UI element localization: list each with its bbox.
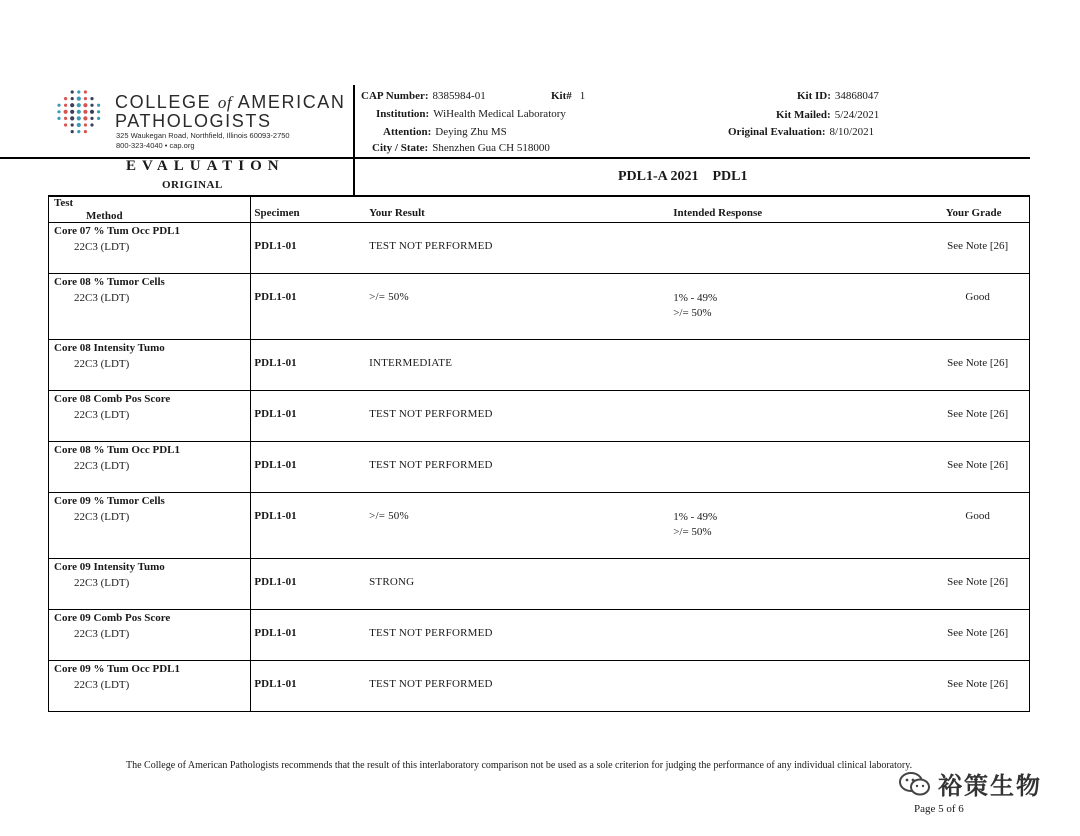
evaluation-subtitle: ORIGINAL — [162, 179, 223, 191]
cell-result — [367, 442, 669, 493]
result-value: TEST NOT PERFORMED — [369, 408, 493, 420]
test-name: Core 08 % Tum Occ PDL1 — [54, 444, 180, 456]
original-evaluation-field: Original Evaluation: 8/10/2021 — [728, 126, 875, 138]
test-name: Core 07 % Tum Occ PDL1 — [54, 225, 180, 237]
cell-specimen — [251, 559, 367, 610]
table-row — [49, 442, 1030, 493]
test-name: Core 08 Comb Pos Score — [54, 393, 171, 405]
kit-id-field: Kit ID: 34868047 — [797, 90, 879, 102]
test-method: 22C3 (LDT) — [74, 577, 130, 589]
cell-grade — [918, 442, 1029, 493]
table-row — [49, 559, 1030, 610]
cell-result — [367, 493, 669, 559]
cell-grade — [918, 274, 1029, 340]
cell-intended — [669, 223, 918, 274]
cell-test — [49, 391, 251, 442]
specimen-value: PDL1-01 — [254, 459, 297, 471]
grade-value: See Note [26] — [947, 459, 1009, 471]
test-method: 22C3 (LDT) — [74, 679, 130, 691]
cell-specimen — [251, 493, 367, 559]
cell-intended — [669, 442, 918, 493]
header-specimen: Specimen — [251, 197, 367, 223]
specimen-value: PDL1-01 — [254, 240, 297, 252]
cap-logo-icon — [55, 88, 103, 136]
intended-value: 1% - 49% — [673, 292, 718, 304]
cell-test — [49, 559, 251, 610]
cell-specimen — [251, 223, 367, 274]
cell-specimen — [251, 661, 367, 712]
test-method: 22C3 (LDT) — [74, 241, 130, 253]
cell-result — [367, 559, 669, 610]
attention-field: Attention: Deying Zhu MS — [383, 126, 507, 138]
header-your-result: Your Result — [367, 197, 669, 223]
table-row — [49, 340, 1030, 391]
cell-result — [367, 274, 669, 340]
table-row — [49, 274, 1030, 340]
specimen-value: PDL1-01 — [254, 408, 297, 420]
cell-test — [49, 661, 251, 712]
cell-grade — [918, 340, 1029, 391]
cell-result — [367, 340, 669, 391]
org-address: 325 Waukegan Road, Northfield, Illinois 60093-2750 — [116, 131, 290, 140]
test-name: Core 08 Intensity Tumo — [54, 342, 165, 354]
cell-grade — [918, 559, 1029, 610]
table-row — [49, 391, 1030, 442]
cell-result — [367, 391, 669, 442]
test-name: Core 09 Intensity Tumo — [54, 561, 165, 573]
specimen-value: PDL1-01 — [254, 627, 297, 639]
wechat-icon — [898, 770, 932, 798]
cell-intended — [669, 391, 918, 442]
cell-specimen — [251, 442, 367, 493]
header-test-method: Test Method — [49, 197, 251, 223]
cap-number-field: CAP Number: 8385984-01 — [361, 90, 486, 102]
cell-test — [49, 442, 251, 493]
intended-value: >/= 50% — [673, 526, 712, 538]
cell-specimen — [251, 391, 367, 442]
header-your-grade: Your Grade — [918, 197, 1029, 223]
specimen-value: PDL1-01 — [254, 576, 297, 588]
grade-value: See Note [26] — [947, 678, 1009, 690]
specimen-value: PDL1-01 — [254, 678, 297, 690]
page-number: Page 5 of 6 — [914, 803, 964, 815]
result-value: TEST NOT PERFORMED — [369, 459, 493, 471]
grade-value: See Note [26] — [947, 627, 1009, 639]
city-state-field: City / State: Shenzhen Gua CH 518000 — [372, 142, 550, 154]
specimen-value: PDL1-01 — [254, 510, 297, 522]
org-name-line2: PATHOLOGISTS — [115, 111, 272, 131]
intended-value: 1% - 49% — [673, 511, 718, 523]
cell-specimen — [251, 340, 367, 391]
cell-test — [49, 493, 251, 559]
cell-specimen — [251, 274, 367, 340]
test-name: Core 09 % Tum Occ PDL1 — [54, 663, 180, 675]
grade-value: See Note [26] — [947, 357, 1009, 369]
test-name: Core 08 % Tumor Cells — [54, 276, 165, 288]
org-name-line1: COLLEGE of AMERICAN — [115, 92, 346, 112]
footer-disclaimer: The College of American Pathologists recommends that the result of this interlaboratory comparison not be used as a sole criterion for judging the performance of any individual clinical laboratory. — [126, 760, 913, 771]
test-method: 22C3 (LDT) — [74, 460, 130, 472]
cell-grade — [918, 391, 1029, 442]
result-value: STRONG — [369, 576, 415, 588]
cell-grade — [918, 661, 1029, 712]
test-name: Core 09 Comb Pos Score — [54, 612, 171, 624]
cell-intended — [669, 559, 918, 610]
grade-value: See Note [26] — [947, 240, 1009, 252]
table-row — [49, 610, 1030, 661]
cell-specimen — [251, 610, 367, 661]
result-value: TEST NOT PERFORMED — [369, 240, 493, 252]
intended-value: >/= 50% — [673, 307, 712, 319]
result-value: TEST NOT PERFORMED — [369, 678, 493, 690]
table-header-row — [49, 197, 1030, 223]
cell-test — [49, 274, 251, 340]
watermark — [898, 766, 1042, 801]
test-method: 22C3 (LDT) — [74, 511, 130, 523]
test-method: 22C3 (LDT) — [74, 628, 130, 640]
cell-test — [49, 340, 251, 391]
grade-value: Good — [965, 291, 990, 303]
cell-result — [367, 223, 669, 274]
test-method: 22C3 (LDT) — [74, 292, 130, 304]
result-value: INTERMEDIATE — [369, 357, 453, 369]
specimen-value: PDL1-01 — [254, 357, 297, 369]
test-method: 22C3 (LDT) — [74, 358, 130, 370]
program-title: PDL1-A 2021 PDL1 — [618, 169, 748, 184]
institution-field: Institution: WiHealth Medical Laboratory — [376, 108, 566, 120]
table-row — [49, 223, 1030, 274]
cell-test — [49, 610, 251, 661]
kit-mailed-field: Kit Mailed: 5/24/2021 — [776, 109, 880, 121]
evaluation-title: EVALUATION — [126, 158, 285, 174]
specimen-value: PDL1-01 — [254, 291, 297, 303]
result-value: >/= 50% — [369, 291, 409, 303]
kit-number-field: Kit# 1 — [551, 90, 586, 102]
table-row — [49, 661, 1030, 712]
grade-value: Good — [965, 510, 990, 522]
cell-intended — [669, 340, 918, 391]
cell-intended — [669, 274, 918, 340]
watermark-text: 裕策生物 — [938, 772, 1042, 800]
table-row — [49, 493, 1030, 559]
grade-value: See Note [26] — [947, 576, 1009, 588]
result-value: >/= 50% — [369, 510, 409, 522]
result-value: TEST NOT PERFORMED — [369, 627, 493, 639]
cell-intended — [669, 610, 918, 661]
cell-grade — [918, 610, 1029, 661]
cell-result — [367, 661, 669, 712]
cell-test — [49, 223, 251, 274]
cell-grade — [918, 493, 1029, 559]
header-intended-response: Intended Response — [669, 197, 918, 223]
cell-grade — [918, 223, 1029, 274]
results-table — [48, 196, 1030, 712]
cell-intended — [669, 661, 918, 712]
test-name: Core 09 % Tumor Cells — [54, 495, 165, 507]
header-divider-vertical — [353, 85, 355, 196]
cell-intended — [669, 493, 918, 559]
cell-result — [367, 610, 669, 661]
org-contact: 800-323-4040 • cap.org — [116, 141, 195, 150]
test-method: 22C3 (LDT) — [74, 409, 130, 421]
grade-value: See Note [26] — [947, 408, 1009, 420]
